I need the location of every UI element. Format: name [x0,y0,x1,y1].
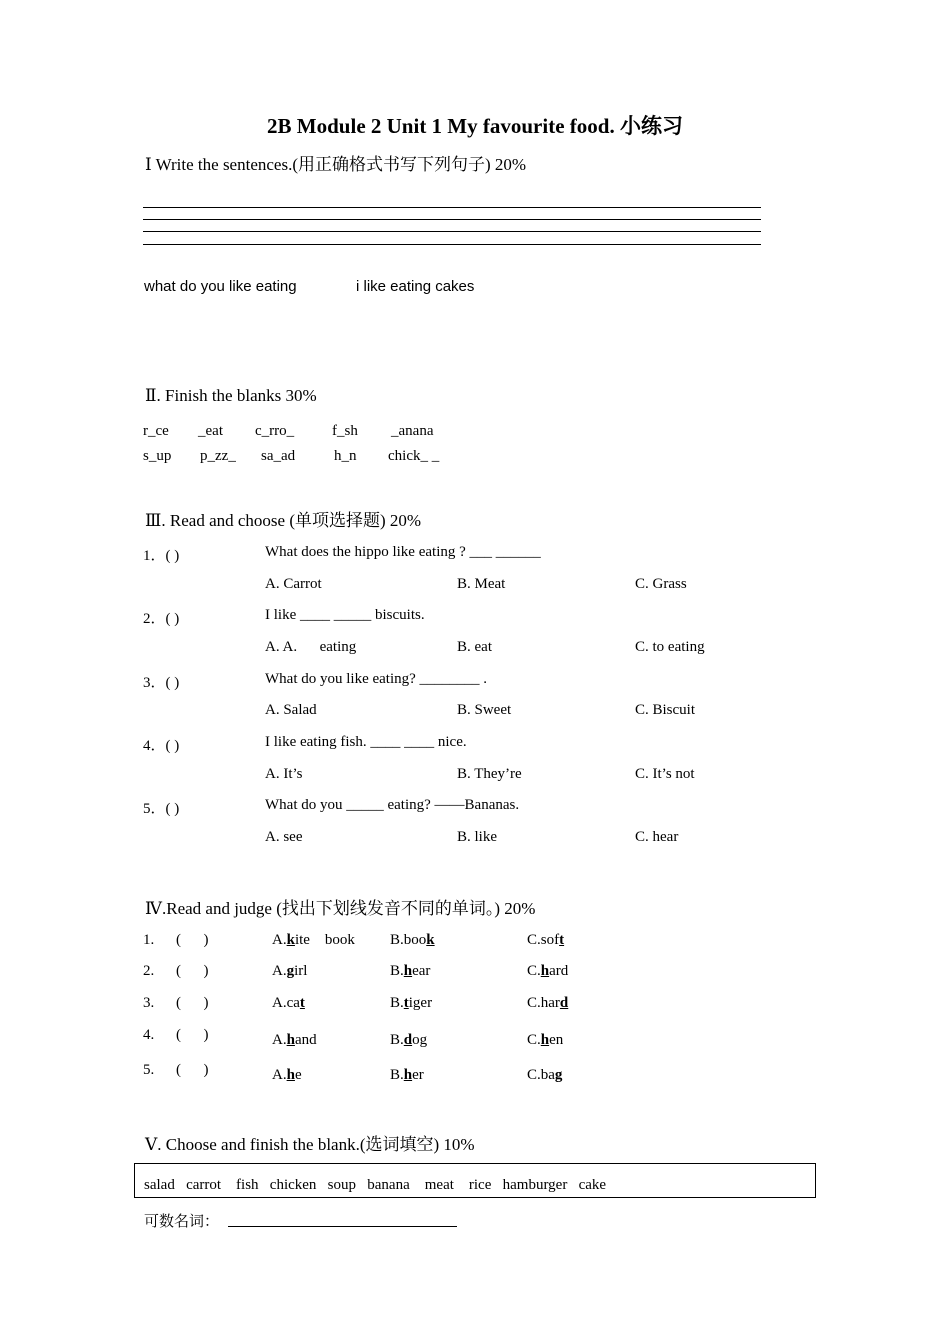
blank-word: chick_ _ [388,448,440,464]
answer-parens: ( ) [176,1027,209,1043]
option-a: A. Salad [265,702,317,718]
question-text: I like ____ _____ biscuits. [265,607,425,623]
item-number: 1. [143,932,155,948]
option-c: C.hard [527,995,569,1011]
option-c: C.bag [527,1067,563,1083]
answer-parens: ( ) [176,995,209,1011]
question-number: 4．( ) [143,738,180,754]
option-c: C.hard [527,963,569,979]
question-text: What does the hippo like eating ? ___ ______ [265,544,541,560]
question-text: What do you _____ eating? ——Bananas. [265,797,520,813]
writing-line [143,219,761,220]
question-number: 2．( ) [143,611,180,627]
sentence-2: i like eating cakes [356,278,475,295]
writing-line [143,231,761,232]
option-a: A. see [265,829,303,845]
blank-word: p_zz_ [200,448,236,464]
item-number: 4. [143,1027,155,1043]
question-text: I like eating fish. ____ ____ nice. [265,734,467,750]
section-2-heading: Ⅱ. Finish the blanks 30% [145,386,317,405]
blank-word: f_sh [332,423,358,439]
answer-parens: ( ) [176,1062,209,1078]
option-b: B. They’re [457,766,522,782]
option-a: A.cat [272,995,305,1011]
blank-word: _anana [391,423,434,439]
blank-word: c_rro_ [255,423,295,439]
option-a: A. It’s [265,766,303,782]
question-text: What do you like eating? ________ . [265,671,488,687]
option-c: C.soft [527,932,565,948]
option-b: B.her [390,1067,424,1083]
option-a: A.he [272,1067,302,1083]
blank-word: r_ce [143,423,169,439]
countable-label: 可数名词： [144,1214,220,1230]
option-c: C. to eating [635,639,705,655]
option-b: B. Meat [457,576,506,592]
writing-line [143,207,761,208]
answer-parens: ( ) [176,932,209,948]
option-a: A.hand [272,1032,317,1048]
option-c: C. Biscuit [635,702,696,718]
option-b: B.tiger [390,995,433,1011]
option-a: A. A. eating [265,639,357,655]
option-b: B.dog [390,1032,428,1048]
option-a: A.kite book [272,932,355,948]
option-a: A. Carrot [265,576,322,592]
option-c: C. Grass [635,576,687,592]
option-b: B. Sweet [457,702,512,718]
option-b: B. like [457,829,497,845]
option-b: B. eat [457,639,492,655]
section-1-heading: Ⅰ Write the sentences.(用正确格式书写下列句子) 20% [145,155,527,174]
question-number: 1．( ) [143,548,180,564]
page-title: 2B Module 2 Unit 1 My favourite food. 小练习 [267,114,683,138]
blank-word: sa_ad [261,448,296,464]
section-5-heading: Ⅴ. Choose and finish the blank.(选词填空) 10% [145,1135,475,1154]
blank-word: _eat [198,423,223,439]
section-3-heading: Ⅲ. Read and choose (单项选择题) 20% [145,511,422,530]
option-c: C. hear [635,829,679,845]
question-number: 3．( ) [143,675,180,691]
sentence-1: what do you like eating [144,278,297,295]
answer-parens: ( ) [176,963,209,979]
word-bank: salad carrot fish chicken soup banana meat rice hamburger cake [144,1177,607,1193]
question-number: 5．( ) [143,801,180,817]
item-number: 5. [143,1062,155,1078]
option-b: B.book [390,932,435,948]
option-c: C.hen [527,1032,564,1048]
blank-word: h_n [334,448,357,464]
item-number: 2. [143,963,155,979]
option-c: C. It’s not [635,766,695,782]
item-number: 3. [143,995,155,1011]
writing-line [143,244,761,245]
option-a: A.girl [272,963,308,979]
option-b: B.hear [390,963,431,979]
countable-answer-line[interactable] [228,1226,457,1227]
section-4-heading: Ⅳ.Read and judge (找出下划线发音不同的单词。) 20% [145,899,536,918]
blank-word: s_up [143,448,172,464]
